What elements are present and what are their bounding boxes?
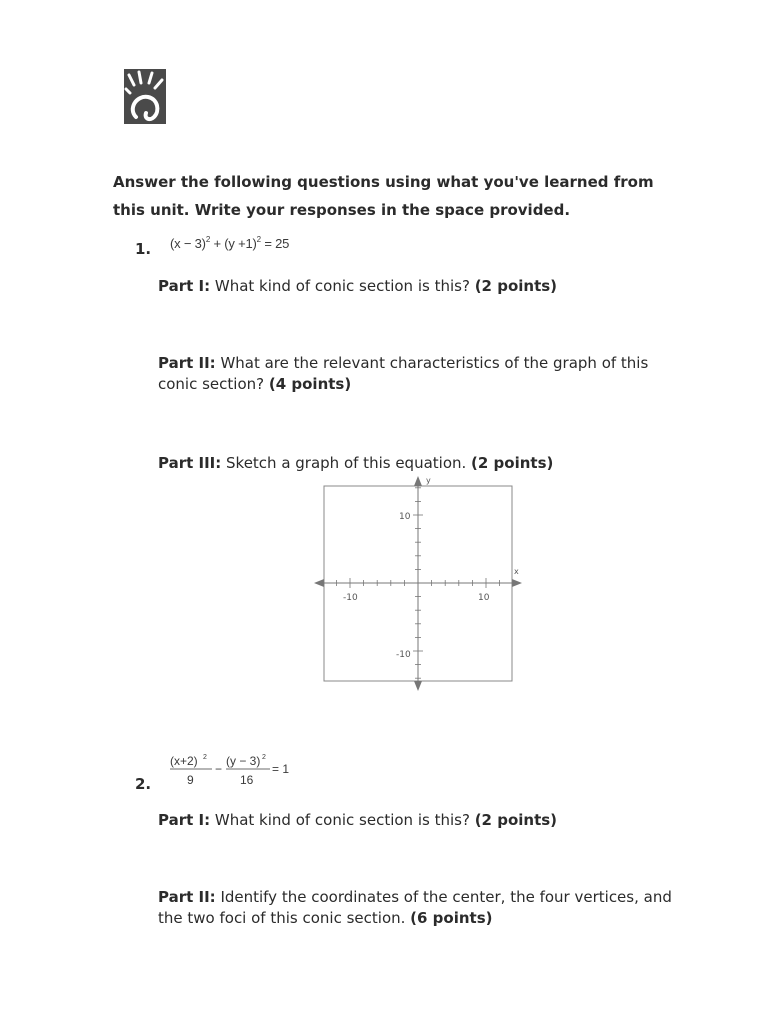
svg-text:2: 2: [203, 754, 207, 761]
question-part: Part I: What kind of conic section is this? (2 points): [158, 811, 558, 829]
equation-hyperbola: [170, 752, 300, 790]
svg-text:= 1: = 1: [272, 762, 290, 776]
question-number: 1.: [135, 240, 152, 258]
y-axis-arrow-up: [414, 476, 422, 486]
y-axis-arrow-down: [414, 681, 422, 691]
instructions-text: Answer the following questions using what you've learned from this unit. Write your responses in the space provided.: [113, 173, 654, 219]
svg-text:(y − 3): (y − 3): [226, 754, 261, 768]
tick-label-y-neg: -10: [396, 650, 411, 660]
question-part: Part I: What kind of conic section is this? (2 points): [158, 277, 558, 295]
svg-text:2: 2: [262, 754, 266, 761]
svg-text:9: 9: [187, 773, 194, 787]
tick-label-x-neg: -10: [343, 593, 358, 603]
tick-label-y-pos: 10: [399, 512, 411, 522]
question-part: Part II: Identify the coordinates of the center, the four vertices, and the two foci of this conic section. (6 points): [158, 888, 672, 927]
question-part: Part III: Sketch a graph of this equation. (2 points): [158, 454, 554, 472]
svg-text:(x+2): (x+2): [170, 754, 198, 768]
question-part: Part II: What are the relevant characteristics of the graph of this conic section? (4 points): [158, 354, 649, 393]
question-number: 2.: [135, 775, 152, 793]
coordinate-grid: [310, 476, 526, 692]
svg-text:16: 16: [240, 773, 254, 787]
x-axis-label: x: [514, 567, 519, 576]
svg-text:−: −: [215, 762, 223, 776]
logo-icon: [124, 69, 166, 124]
y-axis-label: y: [426, 476, 431, 485]
tick-label-x-pos: 10: [478, 593, 490, 603]
equation-circle: $(x - 3)^2 + (y +1)^2 = 25$: [170, 234, 290, 251]
